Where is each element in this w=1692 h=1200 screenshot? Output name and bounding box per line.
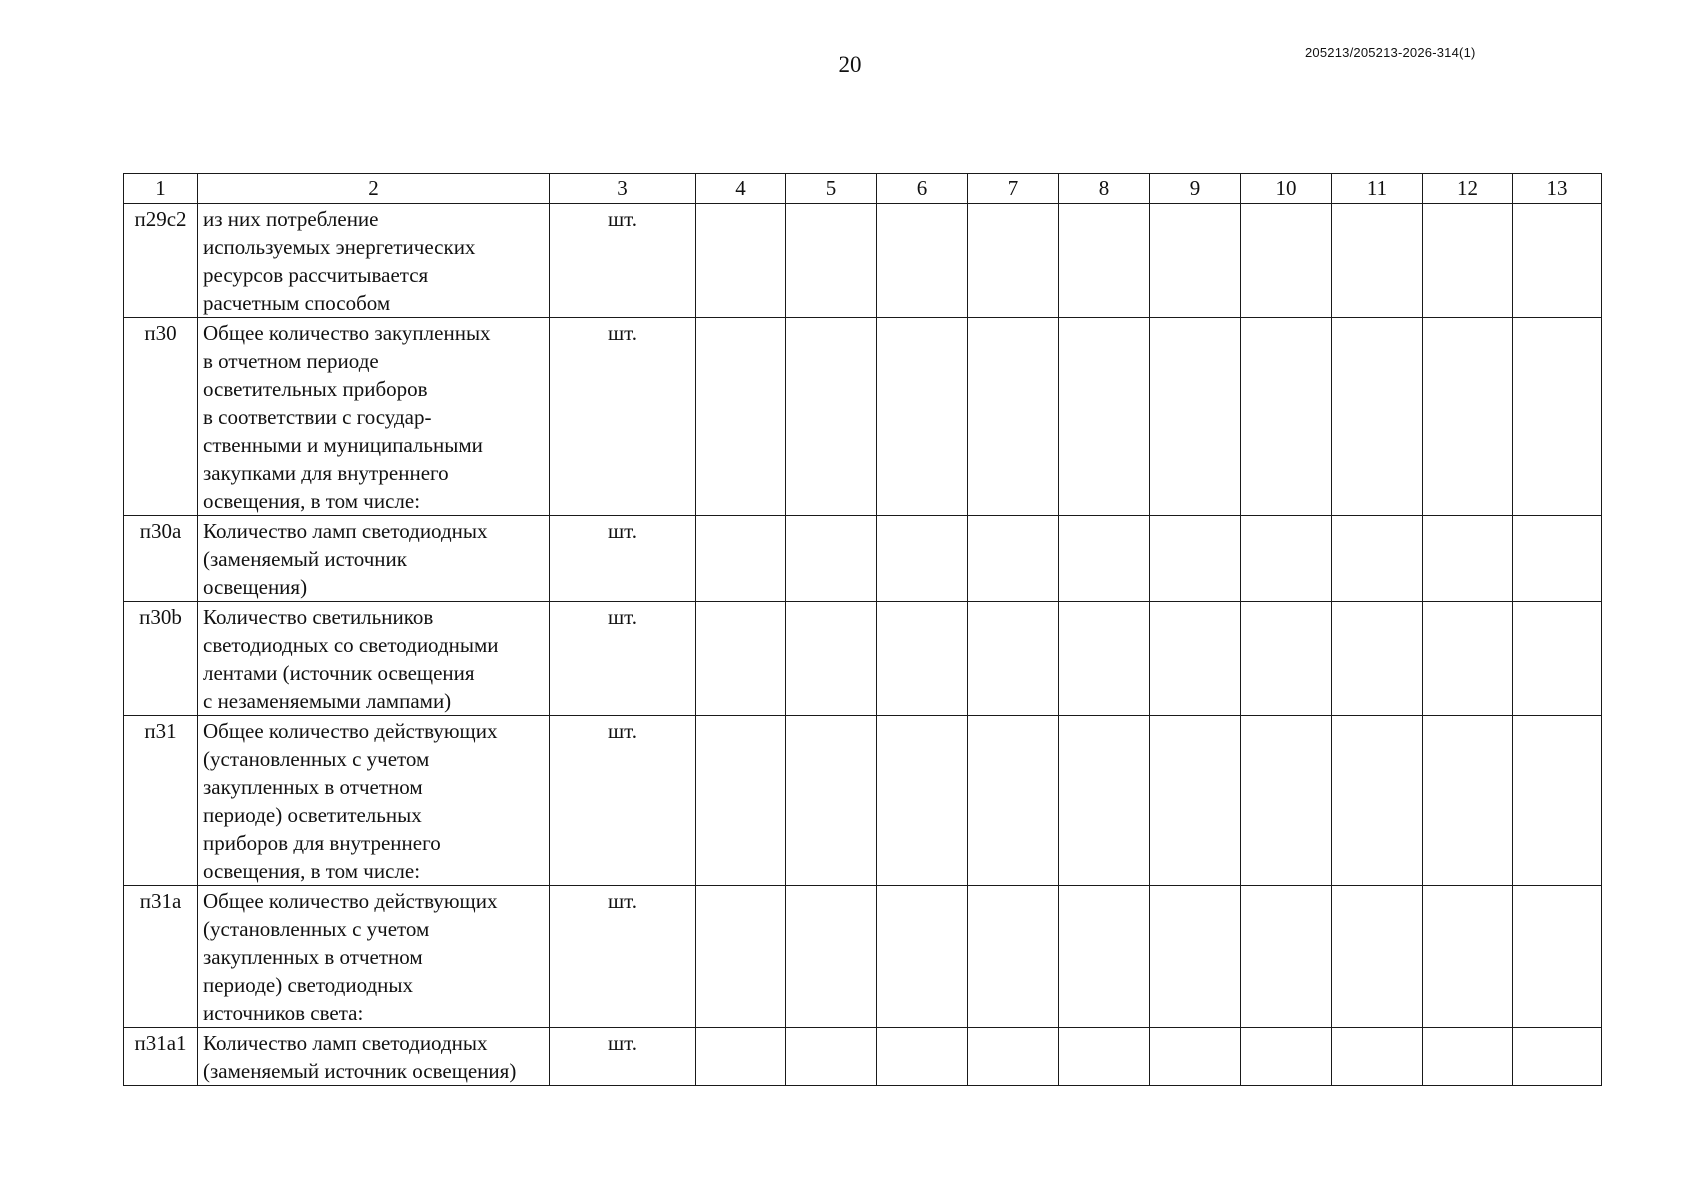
description-line: светодиодных со светодиодными <box>203 633 499 657</box>
description-line: с незаменяемыми лампами) <box>203 689 452 713</box>
value-cell-col-8 <box>1059 1028 1150 1086</box>
row-unit: шт. <box>550 602 696 716</box>
description-line: Количество ламп светодиодных <box>203 1031 488 1055</box>
column-header-7: 7 <box>968 174 1059 204</box>
column-header-11: 11 <box>1332 174 1423 204</box>
value-cell-col-11 <box>1332 1028 1423 1086</box>
value-cell-col-12 <box>1423 716 1513 886</box>
column-header-2: 2 <box>198 174 550 204</box>
row-description <box>198 716 550 886</box>
value-cell-col-10 <box>1241 716 1332 886</box>
row-code: п30 <box>124 318 198 516</box>
description-line: Количество светильников <box>203 605 434 629</box>
value-cell-col-4 <box>696 516 786 602</box>
value-cell-col-10 <box>1241 886 1332 1028</box>
value-cell-col-7 <box>968 516 1059 602</box>
value-cell-col-6 <box>877 716 968 886</box>
row-code: п31а1 <box>124 1028 198 1086</box>
header-row <box>124 174 1602 204</box>
value-cell-col-4 <box>696 318 786 516</box>
column-header-10: 10 <box>1241 174 1332 204</box>
row-unit: шт. <box>550 318 696 516</box>
row-code: п30а <box>124 516 198 602</box>
description-line: (установленных с учетом <box>203 917 430 941</box>
description-line: (установленных с учетом <box>203 747 430 771</box>
value-cell-col-10 <box>1241 1028 1332 1086</box>
value-cell-col-8 <box>1059 516 1150 602</box>
row-description <box>198 886 550 1028</box>
description-line: (заменяемый источник <box>203 547 407 571</box>
description-line: ственными и муниципальными <box>203 433 483 457</box>
description-line: освещения) <box>203 575 308 599</box>
data-table <box>123 173 1602 1086</box>
value-cell-col-7 <box>968 602 1059 716</box>
value-cell-col-11 <box>1332 516 1423 602</box>
value-cell-col-8 <box>1059 716 1150 886</box>
value-cell-col-5 <box>786 204 877 318</box>
value-cell-col-6 <box>877 516 968 602</box>
description-line: источников света: <box>203 1001 364 1025</box>
value-cell-col-6 <box>877 602 968 716</box>
value-cell-col-6 <box>877 1028 968 1086</box>
value-cell-col-9 <box>1150 1028 1241 1086</box>
description-line: Общее количество действующих <box>203 889 498 913</box>
column-header-6: 6 <box>877 174 968 204</box>
value-cell-col-13 <box>1513 716 1602 886</box>
value-cell-col-5 <box>786 716 877 886</box>
value-cell-col-12 <box>1423 602 1513 716</box>
column-header-1: 1 <box>124 174 198 204</box>
table-row <box>124 204 1602 318</box>
value-cell-col-8 <box>1059 204 1150 318</box>
description-line: осветительных приборов <box>203 377 428 401</box>
description-line: из них потребление <box>203 207 379 231</box>
description-line: закупками для внутреннего <box>203 461 449 485</box>
description-line: в соответствии с государ- <box>203 405 432 429</box>
value-cell-col-8 <box>1059 318 1150 516</box>
row-description <box>198 318 550 516</box>
row-code: п30b <box>124 602 198 716</box>
column-header-13: 13 <box>1513 174 1602 204</box>
description-line: освещения, в том числе: <box>203 859 421 883</box>
row-unit: шт. <box>550 886 696 1028</box>
value-cell-col-10 <box>1241 318 1332 516</box>
value-cell-col-6 <box>877 886 968 1028</box>
value-cell-col-11 <box>1332 886 1423 1028</box>
value-cell-col-5 <box>786 516 877 602</box>
value-cell-col-12 <box>1423 204 1513 318</box>
description-line: приборов для внутреннего <box>203 831 441 855</box>
value-cell-col-4 <box>696 1028 786 1086</box>
value-cell-col-8 <box>1059 886 1150 1028</box>
description-line: Общее количество закупленных <box>203 321 491 345</box>
row-unit: шт. <box>550 1028 696 1086</box>
row-description <box>198 204 550 318</box>
table-row <box>124 602 1602 716</box>
value-cell-col-9 <box>1150 318 1241 516</box>
value-cell-col-13 <box>1513 318 1602 516</box>
value-cell-col-10 <box>1241 516 1332 602</box>
description-line: периоде) светодиодных <box>203 973 414 997</box>
row-unit: шт. <box>550 516 696 602</box>
row-unit: шт. <box>550 204 696 318</box>
value-cell-col-13 <box>1513 602 1602 716</box>
table-row <box>124 886 1602 1028</box>
value-cell-col-9 <box>1150 516 1241 602</box>
row-description <box>198 1028 550 1086</box>
description-line: периоде) осветительных <box>203 803 422 827</box>
value-cell-col-12 <box>1423 318 1513 516</box>
value-cell-col-12 <box>1423 516 1513 602</box>
value-cell-col-4 <box>696 204 786 318</box>
row-code: п31 <box>124 716 198 886</box>
value-cell-col-9 <box>1150 716 1241 886</box>
description-line: освещения, в том числе: <box>203 489 421 513</box>
value-cell-col-13 <box>1513 1028 1602 1086</box>
page-number: 20 <box>838 52 862 77</box>
value-cell-col-9 <box>1150 602 1241 716</box>
column-header-5: 5 <box>786 174 877 204</box>
value-cell-col-7 <box>968 886 1059 1028</box>
description-line: Общее количество действующих <box>203 719 498 743</box>
value-cell-col-13 <box>1513 204 1602 318</box>
table-body <box>124 204 1602 1086</box>
value-cell-col-7 <box>968 204 1059 318</box>
description-line: расчетным способом <box>203 291 391 315</box>
description-line: закупленных в отчетном <box>203 775 423 799</box>
value-cell-col-9 <box>1150 204 1241 318</box>
value-cell-col-6 <box>877 204 968 318</box>
description-line: лентами (источник освещения <box>203 661 475 685</box>
description-line: закупленных в отчетном <box>203 945 423 969</box>
description-line: в отчетном периоде <box>203 349 379 373</box>
description-line: Количество ламп светодиодных <box>203 519 488 543</box>
column-header-8: 8 <box>1059 174 1150 204</box>
row-description <box>198 602 550 716</box>
description-line: (заменяемый источник освещения) <box>203 1059 517 1083</box>
table-row <box>124 318 1602 516</box>
value-cell-col-4 <box>696 886 786 1028</box>
column-header-3: 3 <box>550 174 696 204</box>
value-cell-col-13 <box>1513 516 1602 602</box>
description-line: ресурсов рассчитывается <box>203 263 429 287</box>
value-cell-col-5 <box>786 602 877 716</box>
value-cell-col-11 <box>1332 716 1423 886</box>
row-description <box>198 516 550 602</box>
value-cell-col-6 <box>877 318 968 516</box>
column-header-9: 9 <box>1150 174 1241 204</box>
document-id: 205213/205213-2026-314(1) <box>1305 45 1476 60</box>
value-cell-col-4 <box>696 602 786 716</box>
table-row <box>124 1028 1602 1086</box>
value-cell-col-12 <box>1423 886 1513 1028</box>
value-cell-col-10 <box>1241 204 1332 318</box>
value-cell-col-11 <box>1332 204 1423 318</box>
value-cell-col-4 <box>696 716 786 886</box>
value-cell-col-7 <box>968 318 1059 516</box>
value-cell-col-7 <box>968 716 1059 886</box>
value-cell-col-12 <box>1423 1028 1513 1086</box>
column-header-12: 12 <box>1423 174 1513 204</box>
value-cell-col-13 <box>1513 886 1602 1028</box>
row-code: п29с2 <box>124 204 198 318</box>
value-cell-col-10 <box>1241 602 1332 716</box>
table-row <box>124 716 1602 886</box>
table-row <box>124 516 1602 602</box>
value-cell-col-9 <box>1150 886 1241 1028</box>
value-cell-col-8 <box>1059 602 1150 716</box>
row-code: п31а <box>124 886 198 1028</box>
value-cell-col-5 <box>786 886 877 1028</box>
value-cell-col-11 <box>1332 318 1423 516</box>
value-cell-col-7 <box>968 1028 1059 1086</box>
value-cell-col-5 <box>786 1028 877 1086</box>
value-cell-col-11 <box>1332 602 1423 716</box>
column-header-4: 4 <box>696 174 786 204</box>
description-line: используемых энергетических <box>203 235 476 259</box>
value-cell-col-5 <box>786 318 877 516</box>
row-unit: шт. <box>550 716 696 886</box>
